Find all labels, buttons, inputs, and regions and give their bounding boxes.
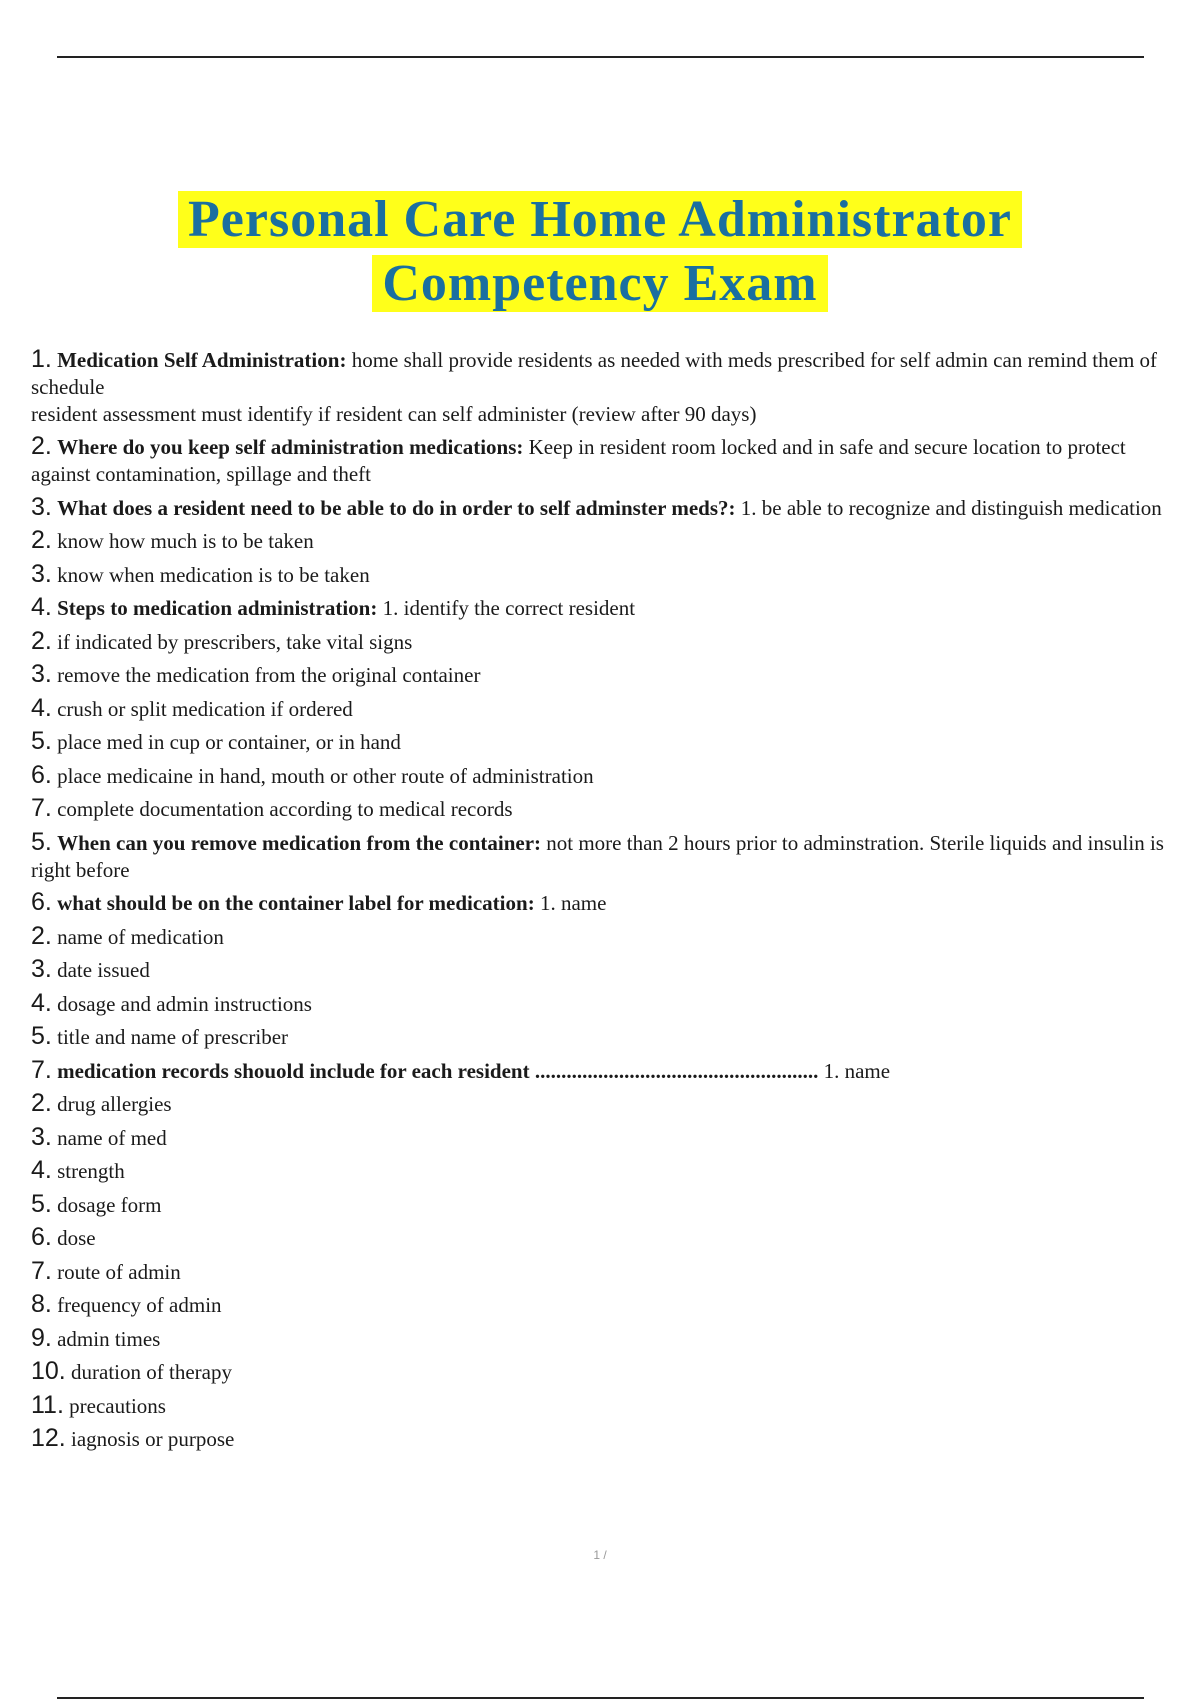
list-item [31, 889, 1176, 917]
list-item [31, 795, 1176, 823]
list-item [31, 695, 1176, 723]
item-answer: 1. identify the correct resident [377, 596, 636, 620]
footer-rule [57, 1697, 1144, 1699]
list-item [31, 1392, 1176, 1420]
item-answer: remove the medication from the original container [57, 663, 481, 687]
list-item [31, 762, 1176, 790]
item-answer: dosage and admin instructions [57, 991, 312, 1016]
item-number: 7. [31, 1055, 52, 1084]
item-question: Where do you keep self administration medications: [57, 435, 524, 459]
item-number: 2. [31, 432, 52, 460]
item-answer: name of med [57, 1125, 167, 1150]
item-answer: precautions [69, 1393, 166, 1418]
list-item [31, 1191, 1176, 1219]
list-item [31, 527, 1176, 555]
list-item [31, 346, 1176, 401]
item-number: 4. [31, 593, 52, 621]
list-item [31, 1090, 1176, 1118]
list-item [31, 829, 1176, 884]
item-question: medication records shouold include for each resident ...................................................... [57, 1058, 819, 1083]
document-title [0, 188, 1200, 316]
item-number: 12. [31, 1424, 66, 1452]
item-answer: name of medication [57, 924, 224, 949]
item-answer: resident assessment must identify if resident can self administer (review after 90 days) [31, 401, 757, 426]
item-number: 3. [31, 660, 52, 688]
item-number: 3. [31, 1122, 52, 1151]
item-answer: dosage form [57, 1192, 162, 1217]
item-number: 3. [31, 492, 52, 521]
item-number: 2. [31, 921, 52, 950]
list-item [31, 1157, 1176, 1185]
list-item [31, 1325, 1176, 1353]
list-item [31, 1057, 1176, 1085]
item-number: 2. [31, 1089, 52, 1117]
item-number: 9. [31, 1323, 52, 1352]
item-number: 6. [31, 760, 52, 789]
list-item [31, 1425, 1176, 1453]
item-answer: frequency of admin [57, 1293, 222, 1317]
item-question: What does a resident need to be able to do in order to self adminster meds?: [57, 495, 736, 520]
item-answer: admin times [57, 1326, 161, 1351]
item-number: 5. [31, 727, 52, 755]
exam-content [31, 340, 1176, 1453]
item-answer: iagnosis or purpose [71, 1427, 235, 1451]
item-number: 4. [31, 693, 52, 722]
list-item [31, 628, 1176, 656]
item-question: When can you remove medication from the container: [57, 830, 542, 855]
title-line-1: Personal Care Home Administrator [178, 191, 1022, 248]
item-number: 4. [31, 988, 52, 1017]
item-answer: place med in cup or container, or in hand [57, 730, 401, 754]
list-item [31, 923, 1176, 951]
item-question: Medication Self Administration: [57, 347, 347, 372]
item-number: 6. [31, 888, 52, 916]
item-answer: drug allergies [57, 1092, 172, 1116]
item-answer: home shall provide residents as needed with meds prescribed for self admin can remind them of schedule [31, 347, 1158, 399]
list-item [31, 1291, 1176, 1319]
item-number: 11. [31, 1390, 64, 1419]
title-line-2: Competency Exam [372, 255, 827, 312]
list-item [31, 661, 1176, 689]
item-answer: 1. name [818, 1058, 891, 1083]
item-number: 4. [31, 1156, 52, 1184]
item-answer: know how much is to be taken [57, 529, 314, 553]
page-number: 1 / [593, 1548, 607, 1562]
item-question: Steps to medication administration: [57, 596, 378, 620]
item-number: 1. [31, 344, 52, 373]
item-number: 5. [31, 827, 52, 856]
item-number: 3. [31, 955, 52, 983]
item-answer: crush or split medication if ordered [57, 696, 353, 721]
item-answer: complete documentation according to medical records [57, 797, 513, 821]
item-answer: know when medication is to be taken [57, 562, 370, 587]
item-answer: not more than 2 hours prior to adminstration. Sterile liquids and insulin is right before [31, 830, 1164, 882]
item-number: 6. [31, 1223, 52, 1251]
item-number: 5. [31, 1189, 52, 1218]
item-number: 7. [31, 794, 52, 822]
item-number: 5. [31, 1022, 52, 1050]
list-item [31, 1358, 1176, 1386]
item-answer: Keep in resident room locked and in safe and secure location to protect against contamination, spillage and theft [31, 435, 1126, 486]
item-number: 10. [31, 1357, 66, 1385]
item-answer: if indicated by prescribers, take vital signs [57, 629, 413, 654]
list-item [31, 1023, 1176, 1051]
item-answer: place medicaine in hand, mouth or other route of administration [57, 763, 594, 788]
item-number: 2. [31, 526, 52, 554]
item-answer: title and name of prescriber [57, 1025, 289, 1049]
item-number: 7. [31, 1256, 52, 1285]
item-answer: duration of therapy [71, 1360, 232, 1384]
list-item [31, 728, 1176, 756]
item-answer: date issued [57, 958, 150, 982]
item-number: 3. [31, 559, 52, 588]
item-question: what should be on the container label for medication: [57, 891, 535, 915]
item-number: 8. [31, 1290, 52, 1318]
list-item [31, 433, 1176, 488]
list-item [31, 594, 1176, 622]
item-answer: dose [57, 1226, 96, 1250]
item-answer: route of admin [57, 1259, 181, 1284]
item-answer: strength [57, 1159, 125, 1183]
list-item [31, 1124, 1176, 1152]
item-answer: 1. be able to recognize and distinguish medication [735, 495, 1162, 520]
list-item [31, 990, 1176, 1018]
list-item [31, 561, 1176, 589]
list-item [31, 494, 1176, 522]
list-item [31, 1224, 1176, 1252]
item-number: 2. [31, 626, 52, 655]
header-rule [57, 56, 1144, 58]
list-item [31, 401, 1176, 428]
item-answer: 1. name [534, 891, 607, 915]
list-item [31, 956, 1176, 984]
list-item [31, 1258, 1176, 1286]
